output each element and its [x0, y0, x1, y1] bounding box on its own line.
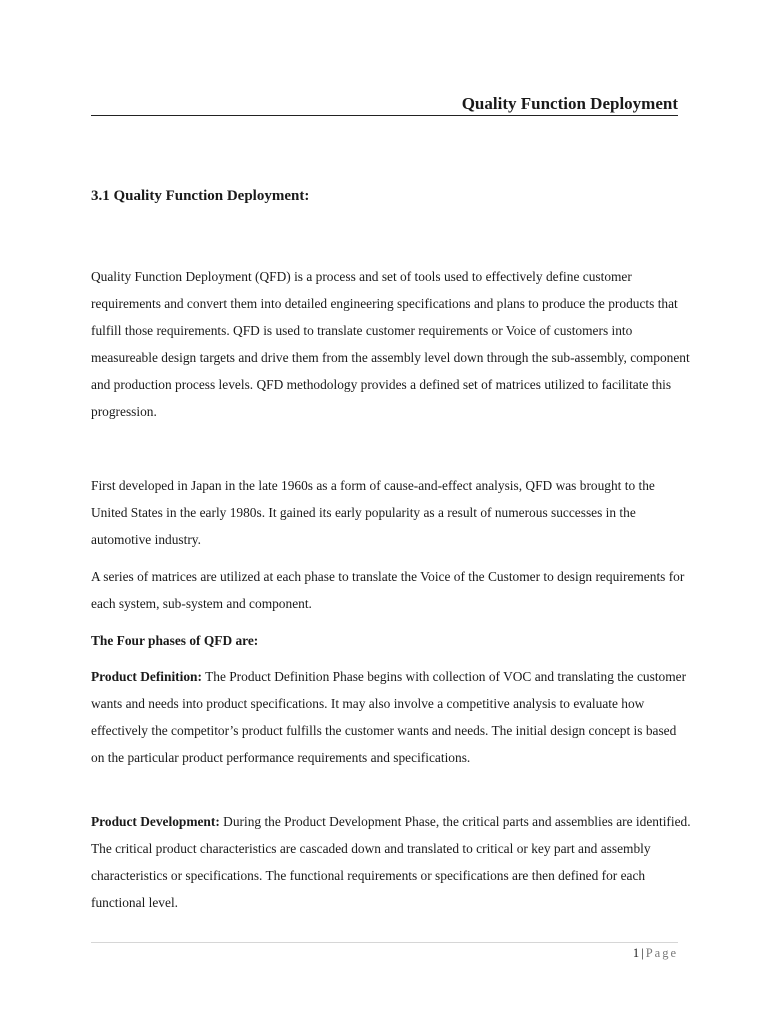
page-footer [633, 944, 678, 962]
paragraph-matrices: A series of matrices are utilized at each phase to translate the Voice of the Customer to design requirements for each system, sub-system and component. [91, 569, 685, 611]
footer-page-label: Page [645, 946, 678, 960]
paragraph-qfd-definition: Quality Function Deployment (QFD) is a process and set of tools used to effectively define customer requirements and convert them into detailed engineering specifications and plans to produce the products that fulfill those requirements. QFD is used to translate customer requirements or Voice of customers into measureable design targets and drive them from the assembly level down through the sub-assembly, component and production process levels. QFD methodology provides a defined set of matrices utilized to facilitate this progression. [91, 269, 690, 419]
section-heading: 3.1 Quality Function Deployment: [91, 188, 310, 204]
paragraph-qfd-history: First developed in Japan in the late 1960s as a form of cause-and-effect analysis, QFD was brought to the United States in the early 1980s. It gained its early popularity as a result of numerous successes in the automotive industry. [91, 478, 655, 547]
product-development-label: Product Development: [91, 814, 220, 829]
paragraph-product-definition [91, 663, 691, 771]
page-number: 1 [632, 946, 640, 960]
paragraph-product-development [91, 808, 691, 916]
product-definition-text: The Product Definition Phase begins with collection of VOC and translating the customer wants and needs into product specifications. It may also involve a competitive analysis to evaluate how effectively the competitor’s product fulfills the customer wants and needs. The initial design concept is based on the particular product performance requirements and specifications. [91, 669, 687, 765]
product-development-text: During the Product Development Phase, the critical parts and assemblies are identified. The critical product characteristics are cascaded down and translated to critical or key part and assembly characteristics or specifications. The functional requirements or specifications are then defined for each functional level. [91, 814, 691, 910]
phases-heading-text: The Four phases of QFD are: [91, 633, 259, 648]
header-rule [91, 115, 678, 116]
product-definition-label: Product Definition: [91, 669, 202, 684]
footer-rule [91, 942, 678, 943]
page-header-title: Quality Function Deployment [461, 94, 678, 113]
phases-heading [91, 627, 691, 654]
footer-separator: | [641, 946, 644, 960]
